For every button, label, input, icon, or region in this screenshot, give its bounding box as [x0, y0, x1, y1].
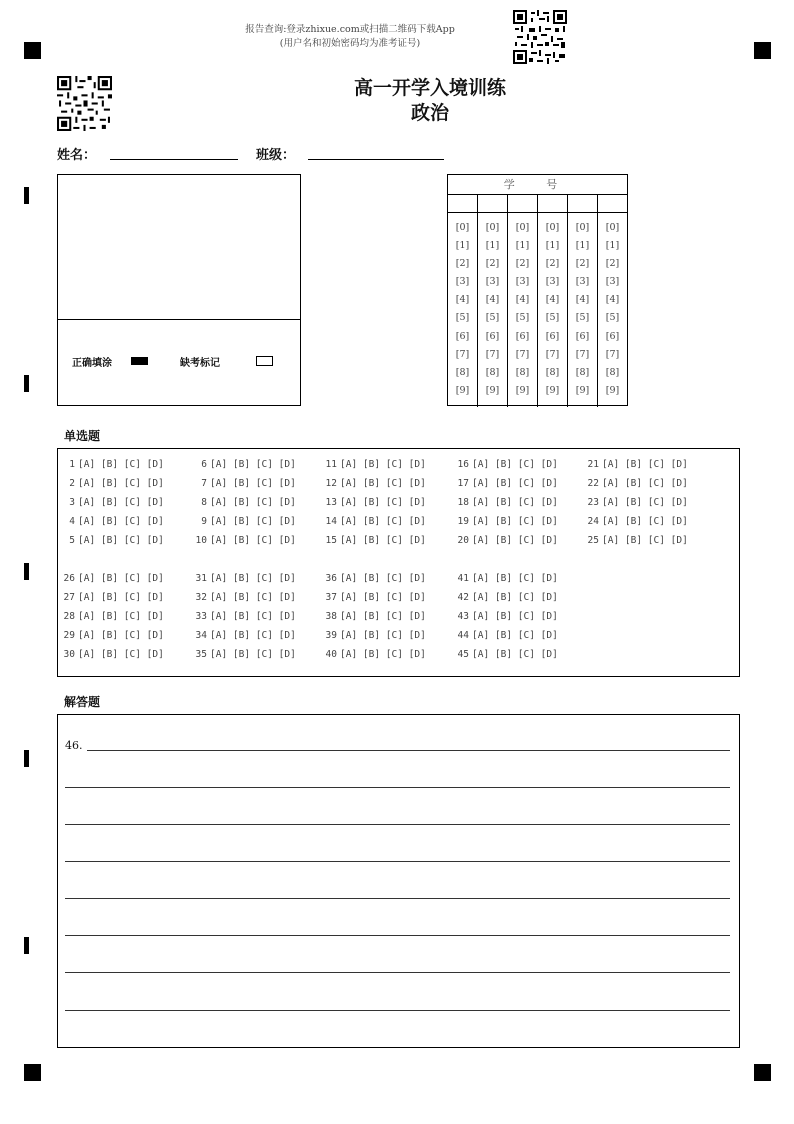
question-number: 42: [457, 592, 469, 603]
answer-options[interactable]: [A] [B] [C] [D]: [78, 497, 164, 508]
question-number: 27: [63, 592, 75, 603]
question-row: [60, 611, 164, 622]
student-id-digit-bubble[interactable]: [8]: [575, 366, 590, 378]
student-id-digit-columns: [448, 212, 627, 407]
answer-options[interactable]: [A] [B] [C] [D]: [78, 573, 164, 584]
report-query-line: 报告查询:登录zhixue.com或扫描二维码下载App: [245, 24, 455, 35]
student-id-column: [508, 213, 538, 407]
timing-mark: [24, 750, 29, 767]
question-number: 28: [63, 611, 75, 622]
student-id-digit-bubble[interactable]: [7]: [545, 348, 560, 360]
student-id-column: [568, 213, 598, 407]
question-row: [454, 611, 558, 622]
student-id-digit-bubble[interactable]: [6]: [545, 330, 560, 342]
login-hint-line: (用户名和初始密码均为准考证号): [279, 38, 421, 49]
student-id-digit-bubble[interactable]: [0]: [545, 222, 560, 233]
question-number: 29: [63, 630, 75, 641]
student-id-digit-bubble[interactable]: [8]: [545, 366, 560, 378]
question-46-label: 46.: [65, 739, 83, 752]
question-number: 14: [325, 516, 337, 527]
question-number: 4: [69, 516, 75, 527]
question-number: 34: [195, 630, 207, 641]
answer-options[interactable]: [A] [B] [C] [D]: [472, 611, 558, 622]
class-field[interactable]: [308, 159, 444, 160]
student-id-digit-bubble[interactable]: [0]: [455, 222, 470, 233]
answer-options[interactable]: [A] [B] [C] [D]: [340, 516, 426, 527]
student-id-digit-bubble[interactable]: [2]: [485, 258, 500, 270]
barcode-sticker-area: [57, 174, 301, 406]
question-number: 31: [195, 573, 207, 584]
student-id-digit-bubble[interactable]: [1]: [605, 240, 620, 252]
student-id-digit-bubble[interactable]: [4]: [545, 294, 560, 306]
student-id-digit-bubble[interactable]: [8]: [515, 366, 530, 378]
question-number: 30: [63, 649, 75, 660]
exam-title: 高一开学入境训练: [353, 77, 506, 99]
report-query-note: [200, 23, 500, 51]
question-number: 18: [457, 497, 469, 508]
question-number: 2: [69, 478, 75, 489]
student-id-write-box[interactable]: [508, 194, 538, 212]
answer-options[interactable]: [A] [B] [C] [D]: [472, 649, 558, 660]
student-id-digit-bubble[interactable]: [1]: [545, 240, 560, 252]
alignment-marker-bottom-left: [24, 1064, 41, 1081]
question-row: [192, 592, 296, 603]
student-id-digit-bubble[interactable]: [0]: [485, 222, 500, 233]
answer-writing-line[interactable]: [65, 1010, 730, 1011]
question-row: [60, 573, 164, 584]
absent-mark-box[interactable]: [256, 356, 273, 366]
question-number: 25: [587, 535, 599, 546]
answer-options[interactable]: [A] [B] [C] [D]: [78, 649, 164, 660]
question-row: [192, 630, 296, 641]
student-id-digit-bubble[interactable]: [8]: [485, 366, 500, 378]
timing-mark: [24, 937, 29, 954]
student-id-title: 学 号: [448, 175, 627, 195]
question-number: 26: [63, 573, 75, 584]
question-number: 40: [325, 649, 337, 660]
question-number: 19: [457, 516, 469, 527]
student-id-digit-bubble[interactable]: [5]: [575, 312, 590, 324]
answer-options[interactable]: [A] [B] [C] [D]: [78, 516, 164, 527]
question-number: 39: [325, 630, 337, 641]
qr-code-icon[interactable]: [513, 10, 567, 64]
student-id-digit-bubble[interactable]: [6]: [455, 330, 470, 342]
student-id-digit-bubble[interactable]: [6]: [605, 330, 620, 342]
alignment-marker-top-left: [24, 42, 41, 59]
question-number: 36: [325, 573, 337, 584]
student-id-digit-bubble[interactable]: [9]: [455, 384, 470, 396]
question-number: 22: [587, 478, 599, 489]
student-id-digit-bubble[interactable]: [1]: [575, 240, 590, 252]
question-row: [192, 649, 296, 660]
student-id-digit-bubble[interactable]: [6]: [485, 330, 500, 342]
question-number: 24: [587, 516, 599, 527]
question-number: 23: [587, 497, 599, 508]
student-id-digit-bubble[interactable]: [7]: [605, 348, 620, 360]
question-number: 13: [325, 497, 337, 508]
answer-writing-line[interactable]: [65, 824, 730, 825]
correct-fill-label: 正确填涂: [72, 358, 112, 369]
student-id-digit-bubble[interactable]: [3]: [575, 276, 590, 288]
qr-code-icon[interactable]: [57, 76, 112, 131]
student-id-digit-bubble[interactable]: [5]: [485, 312, 500, 324]
question-row: [192, 497, 296, 508]
question-row: [192, 516, 296, 527]
answer-options[interactable]: [A] [B] [C] [D]: [472, 535, 558, 546]
answer-options[interactable]: [A] [B] [C] [D]: [340, 649, 426, 660]
question-row: [584, 459, 688, 470]
student-id-digit-bubble[interactable]: [2]: [515, 258, 530, 270]
question-number: 20: [457, 535, 469, 546]
student-id-digit-bubble[interactable]: [2]: [605, 258, 620, 270]
question-row: [454, 649, 558, 660]
student-id-digit-bubble[interactable]: [3]: [605, 276, 620, 288]
student-id-digit-bubble[interactable]: [0]: [605, 222, 620, 233]
question-number: 33: [195, 611, 207, 622]
alignment-marker-bottom-right: [754, 1064, 771, 1081]
question-number: 7: [201, 478, 207, 489]
answer-options[interactable]: [A] [B] [C] [D]: [472, 516, 558, 527]
answer-options[interactable]: [A] [B] [C] [D]: [210, 478, 296, 489]
question-row: [60, 478, 164, 489]
question-row: [454, 630, 558, 641]
question-row: [60, 516, 164, 527]
student-id-digit-bubble[interactable]: [9]: [485, 384, 500, 396]
student-id-digit-bubble[interactable]: [2]: [545, 258, 560, 270]
exam-subject: 政治: [410, 102, 449, 124]
question-row: [322, 592, 426, 603]
student-id-digit-bubble[interactable]: [9]: [545, 384, 560, 396]
correct-fill-sample: [131, 357, 148, 365]
answer-writing-line[interactable]: [65, 898, 730, 899]
question-number: 32: [195, 592, 207, 603]
divider: [58, 319, 300, 320]
student-id-digit-bubble[interactable]: [2]: [455, 258, 470, 270]
question-number: 15: [325, 535, 337, 546]
question-number: 43: [457, 611, 469, 622]
answer-options[interactable]: [A] [B] [C] [D]: [340, 573, 426, 584]
answer-writing-line[interactable]: [87, 750, 730, 751]
answer-options[interactable]: [A] [B] [C] [D]: [210, 459, 296, 470]
question-row: [584, 497, 688, 508]
question-row: [322, 459, 426, 470]
answer-writing-line[interactable]: [65, 935, 730, 936]
student-id-digit-bubble[interactable]: [3]: [515, 276, 530, 288]
student-id-digit-bubble[interactable]: [5]: [545, 312, 560, 324]
student-id-digit-bubble[interactable]: [4]: [605, 294, 620, 306]
answer-area: [57, 714, 740, 1048]
question-row: [192, 573, 296, 584]
question-number: 44: [457, 630, 469, 641]
question-row: [60, 592, 164, 603]
student-id-digit-bubble[interactable]: [1]: [485, 240, 500, 252]
answer-options[interactable]: [A] [B] [C] [D]: [78, 630, 164, 641]
answer-options[interactable]: [A] [B] [C] [D]: [472, 497, 558, 508]
question-row: [322, 611, 426, 622]
question-row: [60, 630, 164, 641]
student-id-digit-bubble[interactable]: [1]: [455, 240, 470, 252]
question-row: [60, 497, 164, 508]
student-id-digit-bubble[interactable]: [4]: [515, 294, 530, 306]
student-id-digit-bubble[interactable]: [9]: [515, 384, 530, 396]
question-number: 9: [201, 516, 207, 527]
answer-options[interactable]: [A] [B] [C] [D]: [210, 535, 296, 546]
question-number: 1: [69, 459, 75, 470]
timing-mark: [24, 375, 29, 392]
mc-answer-area: [57, 448, 740, 677]
answer-writing-line[interactable]: [65, 787, 730, 788]
answer-options[interactable]: [A] [B] [C] [D]: [472, 573, 558, 584]
answer-options[interactable]: [A] [B] [C] [D]: [340, 592, 426, 603]
question-number: 3: [69, 497, 75, 508]
answer-writing-line[interactable]: [65, 972, 730, 973]
student-id-column: [448, 213, 478, 407]
question-row: [60, 649, 164, 660]
question-row: [60, 459, 164, 470]
student-id-column: [538, 213, 568, 407]
student-id-digit-bubble[interactable]: [0]: [575, 222, 590, 233]
answer-options[interactable]: [A] [B] [C] [D]: [340, 497, 426, 508]
mc-section-title: 单选题: [64, 429, 101, 443]
question-row: [454, 497, 558, 508]
student-id-digit-bubble[interactable]: [5]: [515, 312, 530, 324]
question-row: [192, 478, 296, 489]
question-number: 11: [325, 459, 337, 470]
student-id-digit-bubble[interactable]: [0]: [515, 222, 530, 233]
alignment-marker-top-right: [754, 42, 771, 59]
answer-options[interactable]: [A] [B] [C] [D]: [210, 611, 296, 622]
question-row: [322, 516, 426, 527]
student-id-write-box[interactable]: [568, 194, 598, 212]
answer-options[interactable]: [A] [B] [C] [D]: [210, 497, 296, 508]
question-row: [322, 478, 426, 489]
student-id-digit-bubble[interactable]: [6]: [575, 330, 590, 342]
name-field[interactable]: [110, 159, 238, 160]
question-row: [454, 459, 558, 470]
answer-options[interactable]: [A] [B] [C] [D]: [78, 611, 164, 622]
student-id-digit-bubble[interactable]: [3]: [545, 276, 560, 288]
student-id-digit-bubble[interactable]: [4]: [575, 294, 590, 306]
question-row: [454, 535, 558, 546]
student-id-digit-bubble[interactable]: [5]: [455, 312, 470, 324]
answer-options[interactable]: [A] [B] [C] [D]: [602, 497, 688, 508]
answer-options[interactable]: [A] [B] [C] [D]: [340, 478, 426, 489]
answer-options[interactable]: [A] [B] [C] [D]: [78, 535, 164, 546]
name-label: 姓名：: [57, 148, 97, 163]
question-row: [454, 478, 558, 489]
answer-options[interactable]: [A] [B] [C] [D]: [602, 516, 688, 527]
answer-options[interactable]: [A] [B] [C] [D]: [210, 649, 296, 660]
student-id-digit-bubble[interactable]: [3]: [485, 276, 500, 288]
absent-mark-label: 缺考标记: [180, 358, 220, 369]
question-row: [454, 516, 558, 527]
student-id-write-box[interactable]: [598, 194, 627, 212]
student-id-digit-bubble[interactable]: [8]: [455, 366, 470, 378]
student-id-write-box[interactable]: [448, 194, 478, 212]
answer-options[interactable]: [A] [B] [C] [D]: [602, 535, 688, 546]
student-id-digit-bubble[interactable]: [7]: [455, 348, 470, 360]
answer-options[interactable]: [A] [B] [C] [D]: [472, 478, 558, 489]
student-id-digit-bubble[interactable]: [9]: [575, 384, 590, 396]
answer-section-title: 解答题: [64, 695, 101, 709]
answer-options[interactable]: [A] [B] [C] [D]: [210, 592, 296, 603]
student-id-write-box[interactable]: [478, 194, 508, 212]
question-number: 45: [457, 649, 469, 660]
question-row: [322, 649, 426, 660]
question-number: 6: [201, 459, 207, 470]
timing-mark: [24, 563, 29, 580]
question-row: [584, 478, 688, 489]
answer-options[interactable]: [A] [B] [C] [D]: [602, 478, 688, 489]
class-label: 班级：: [256, 148, 296, 163]
question-number: 10: [195, 535, 207, 546]
answer-options[interactable]: [A] [B] [C] [D]: [210, 516, 296, 527]
question-row: [322, 573, 426, 584]
answer-options[interactable]: [A] [B] [C] [D]: [340, 459, 426, 470]
answer-writing-line[interactable]: [65, 861, 730, 862]
student-id-write-row: [448, 194, 627, 212]
student-id-digit-bubble[interactable]: [2]: [575, 258, 590, 270]
answer-options[interactable]: [A] [B] [C] [D]: [210, 630, 296, 641]
question-number: 21: [587, 459, 599, 470]
question-number: 5: [69, 535, 75, 546]
student-id-grid: [447, 174, 628, 406]
question-row: [322, 497, 426, 508]
question-number: 41: [457, 573, 469, 584]
question-number: 37: [325, 592, 337, 603]
question-number: 16: [457, 459, 469, 470]
answer-options[interactable]: [A] [B] [C] [D]: [472, 459, 558, 470]
student-id-digit-bubble[interactable]: [9]: [605, 384, 620, 396]
answer-options[interactable]: [A] [B] [C] [D]: [340, 611, 426, 622]
student-id-digit-bubble[interactable]: [7]: [485, 348, 500, 360]
answer-options[interactable]: [A] [B] [C] [D]: [472, 630, 558, 641]
question-row: [454, 573, 558, 584]
student-id-write-box[interactable]: [538, 194, 568, 212]
question-row: [322, 535, 426, 546]
student-id-digit-bubble[interactable]: [7]: [515, 348, 530, 360]
student-id-column: [598, 213, 627, 407]
student-id-digit-bubble[interactable]: [6]: [515, 330, 530, 342]
question-number: 38: [325, 611, 337, 622]
student-id-digit-bubble[interactable]: [4]: [455, 294, 470, 306]
student-id-digit-bubble[interactable]: [8]: [605, 366, 620, 378]
answer-options[interactable]: [A] [B] [C] [D]: [78, 592, 164, 603]
exam-title-block: [300, 76, 560, 126]
student-id-digit-bubble[interactable]: [5]: [605, 312, 620, 324]
question-row: [192, 459, 296, 470]
question-row: [322, 630, 426, 641]
question-row: [584, 516, 688, 527]
question-number: 17: [457, 478, 469, 489]
answer-options[interactable]: [A] [B] [C] [D]: [78, 459, 164, 470]
student-id-column: [478, 213, 508, 407]
answer-options[interactable]: [A] [B] [C] [D]: [78, 478, 164, 489]
question-number: 35: [195, 649, 207, 660]
student-id-digit-bubble[interactable]: [7]: [575, 348, 590, 360]
answer-options[interactable]: [A] [B] [C] [D]: [340, 630, 426, 641]
question-row: [584, 535, 688, 546]
student-id-digit-bubble[interactable]: [4]: [485, 294, 500, 306]
answer-options[interactable]: [A] [B] [C] [D]: [472, 592, 558, 603]
question-number: 12: [325, 478, 337, 489]
student-id-digit-bubble[interactable]: [3]: [455, 276, 470, 288]
student-id-digit-bubble[interactable]: [1]: [515, 240, 530, 252]
question-row: [454, 592, 558, 603]
question-row: [192, 611, 296, 622]
answer-options[interactable]: [A] [B] [C] [D]: [602, 459, 688, 470]
answer-options[interactable]: [A] [B] [C] [D]: [210, 573, 296, 584]
question-number: 8: [201, 497, 207, 508]
answer-options[interactable]: [A] [B] [C] [D]: [340, 535, 426, 546]
timing-mark: [24, 187, 29, 204]
question-row: [192, 535, 296, 546]
question-row: [60, 535, 164, 546]
